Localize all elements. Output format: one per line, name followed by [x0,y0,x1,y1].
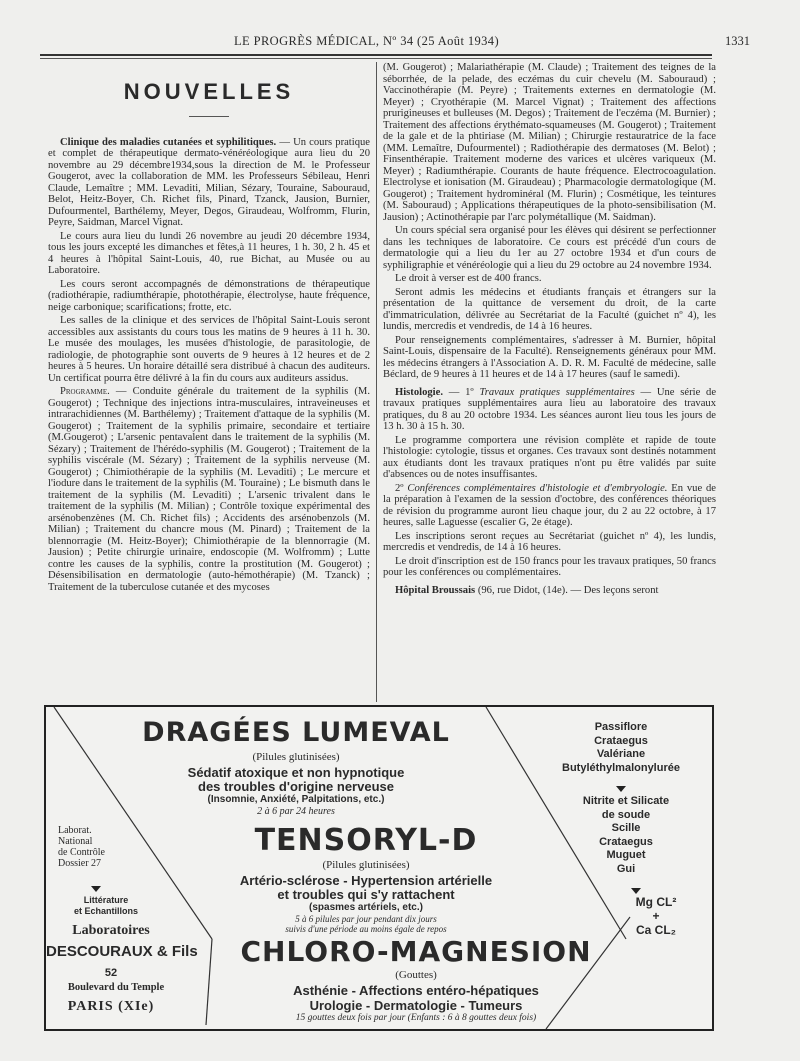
paragraph [383,387,716,433]
litterature-label [46,895,166,917]
column-divider [376,62,377,702]
company-name: DESCOURAUX & Fils [46,943,198,960]
paragraph: Le cours aura lieu du lundi 26 novembre au jeudi 20 décembre 1934, tous les jours excepté les dimanches et fêtes,à 11 heures, 1 h. 30, 2 h. 45 et 4 heures à l'hôpital Saint-Louis, 40, rue Bichat, au Musée ou au Laboratoire. [48,230,370,276]
paragraph: Les salles de la clinique et des services de l'hôpital Saint-Louis seront accessibles aux assistants du cours tous les matins de 9 heures à 11 h. 30. Le musée des moulages, les musées d'histologie, de parasitologie, de radiologie, de photographie sont ouverts de 9 heures à 12 heures et de 2 heures à 5 heures. Un horaire détaillé sera distribué à chacun des auditeurs. Un certificat pourra être délivré à la fin du cours aux auditeurs assidus. [48,315,370,384]
labo-line: Dossier 27 [58,858,102,869]
tensoryl-dosage-2: suivis d'une période au moins égale de repos [285,924,447,934]
ingredient: Crataegus [599,835,653,848]
paragraph: Le droit d'inscription est de 150 francs pour les travaux pratiques, 50 francs pour les conférences ou complémentaires. [383,555,716,578]
dragees-line-1: Sédatif atoxique et non hypnotique [187,765,405,780]
chloro-dosage: 15 gouttes deux fois par jour (Enfants : 6 à 8 gouttes deux fois) [295,1013,537,1023]
right-column [383,62,716,598]
labo-control-label [58,825,128,869]
paragraph: Seront admis les médecins et étudiants français et étrangers sur la présentation de la quittance de versement du droit, de la carte d'immatriculation, délivrée au Secrétariat de la Faculté (guichet nº 4), les lundis, mercredis et vendredis, de 14 à 16 heures. [383,286,716,332]
brand-chloro-magnesion: CHLORO-MAGNESION [240,935,592,968]
ingredients-chloro [616,895,696,937]
paragraph-text: — Un cours pratique et complet de thérapeutique dermato-vénéréologique aura lieu du 20 novembre au 29 décembre1934,sous la direction de M. le Professeur Gougerot, avec la collaboration de MM. les Professeurs Sébileau, Henri Claude, Lemaître ; MM. Levaditi, Milian, Sézary, Touraine, Sabouraud, Belot, Heitz-Boyer, Ch. Richet fils, Pinard, Tzanck, Jausion, Burnier, Dufourmentel, Barthélemy, Meyer, Degos, Giraudeau, Wolfromm, Flurin, Peyre, Saidman, Marcel Vignat. [48,136,370,228]
ingredient: + [652,909,660,923]
paragraph: Les inscriptions seront reçues au Secrétariat (guichet nº 4), les lundis, mercredis et vendredis, de 14 à 16 heures. [383,530,716,553]
labo-line: National [58,836,93,847]
title-rule [189,116,229,117]
dragees-line-3: (Insomnie, Anxiété, Palpitations, etc.) [207,794,385,805]
paragraph [383,483,716,529]
left-column [48,70,370,595]
section-title: NOUVELLES [123,79,295,104]
tensoryl-subtitle: (Pilules glutinisées) [322,859,410,871]
paragraph-text: — Une série de travaux pratiques supplémentaires aura lieu au laboratoire des travaux pratiques, du 8 au 20 octobre 1934. Les séances auront lieu tous les jours de 13 h. 30 à 15 h. 30. [383,386,717,432]
dragees-subtitle: (Pilules glutinisées) [252,751,340,763]
litt-line: et Echantillons [73,906,138,916]
paragraph-heading: Histologie. [395,386,443,398]
ingredient: Passiflore [594,721,648,733]
paragraph-heading: Programme. [60,386,110,397]
ingredient: de soude [601,808,651,821]
advertisement [44,705,714,1031]
paragraph-italic: Travaux pratiques supplémentaires [479,386,635,398]
company-street: Boulevard du Temple [67,982,165,993]
paragraph-lead: 2º [395,482,404,494]
tensoryl-line-2: et troubles qui s'y rattachent [277,887,455,902]
company-number: 52 [104,967,118,979]
paragraph [48,137,370,229]
paragraph-italic: Conférences complémentaires d'histologie et d'embryologie. [407,482,668,494]
ingredient: Valériane [596,748,646,760]
page-number: 1331 [725,34,750,48]
ingredient: Butyléthylmalonylurée [562,761,680,774]
tensoryl-line-3: (spasmes artériels, etc.) [309,902,423,913]
paragraph: Un cours spécial sera organisé pour les élèves qui désirent se perfectionner dans les techniques de laboratoire. Ce cours est précédé d'un cours de dermatologie qui a lieu du 1er au 27 octobre 1934 et d'un cours de syphiligraphie et vénéréologie qui a lieu du 29 octobre au 24 novembre 1934. [383,225,716,271]
paragraph-text: — Conduite générale du traitement de la syphilis (M. Gougerot) ; Technique des injections intra-musculaires, intraveineuses et intrarachidiennes (M. Barthélemy) ; Traitement d'attaque de la syphilis (M. Gougerot) ; Traitement de la syphilis primaire, secondaire et tertiaire (M.Gougerot) ; L'arsenic pentavalent dans le traitement de la syphilis (M. Sézary) ; Traitement de l'hérédo-syphilis (M. Gougerot) ; Traitement de la syphilis viscérale (M. Sézary) ; Traitement de la syphilis nerveuse (M. Gougerot) ; Chimiothérapie de la syphilis (M. Levaditi) ; Le mercure et l'iodure dans le traitement de la syphilis (M. Touraine) ; Le bismuth dans le traitement de la syphilis (M. Levaditi) ; L'arsenic trivalent dans le traitement de la syphilis (M. Milian) ; Contrôle toxique expérimental des arsénobenzènes (M. Ch. Richet fils) ; Accidents des arsénobenzols (M. Milian) ; Traitement du chancre mous (M. Pinard) ; Traitement de la blennorragie (M. Heitz-Boyer); Chimiothérapie de la blennorragie (M. Jausion) ; Petite chirurgie urinaire, endoscopie (M. Wolfromm) ; Lutte contre les causes de la syphilis, contre la prostitution (M. Gougerot) ; Désensibilisation en dermatologie (auto-hémothérapie) (M. Tzanck) ; Traitement de la tuberculose cutanée et des mycoses [48,386,370,593]
paragraph [383,585,716,597]
dragees-dosage: 2 à 6 par 24 heures [257,806,335,817]
page-header [40,30,750,50]
litt-line: Littérature [83,895,129,905]
paragraph-text: En vue de la préparation à l'examen de la session d'octobre, des conférences théoriques de révision du programme auront lieu chaque jour, du 2 au 22 octobre, à 17 heures, salle Laguesse (escalier G, 2e étage). [383,482,716,528]
ingredient: Gui [616,862,636,875]
paragraph: (M. Gougerot) ; Malariathérapie (M. Claude) ; Traitement des teignes de la séborrhée, de la pelade, des eczémas du cuir chevelu (M. Sabouraud) ; Vaccinothérapie (M. Peyre) ; Traitements externes en dermatologie (M. Meyer) ; Cryothérapie (M. Marcel Vignat) ; Traitement des affections prurigineuses et bulleuses (M. Degos) ; Traitement de l'eczéma (M. Burnier) ; Traitement des affections érythémato-squameuses (M. Gougerot) ; Traitement de la gale et de la phtiriase (M. Milian) ; Chirurgie restauratrice de la face (MM. Lemaître, Dufourmentel) ; Radiothérapie des dermatoses (M. Belot) ; Finsenthérapie. Traitement moderne des varices et ulcères variqueux (M. Meyer) ; Radiumthérapie. Courants de haute fréquence. Electrocoagulation. Electrolyse et ionisation (M. Giraudeau) ; Pharmacologie dermatologique (M. Gougerot) ; Traitement hydrominéral (M. Flurin) ; Cosmétique, les teintures (M. Sabouraud) ; Applications thérapeutiques de la photo-sensibilisation (M. Jausion) ; Actinothérapie par l'arc polymétallique (M. Saidman). [383,62,716,223]
paragraph-lead: — 1º [448,386,474,398]
ingredient: Mg CL² [635,895,677,909]
paragraph [48,386,370,593]
ingredient: Scille [611,822,641,834]
ingredient: Crataegus [594,734,648,747]
brand-dragees-lumeval: DRAGÉES LUMEVAL [142,717,450,748]
paragraph: Le droit à verser est de 400 francs. [395,273,542,284]
chloro-subtitle: (Gouttes) [395,969,437,981]
dragees-line-2: des troubles d'origine nerveuse [198,779,394,794]
tensoryl-line-1: Artério-sclérose - Hypertension artérielle [239,873,493,888]
ingredient: Muguet [606,849,646,861]
header-rule [40,54,712,56]
journal-title: LE PROGRÈS MÉDICAL, Nº 34 (25 Août 1934) [234,34,500,48]
paragraph-heading: Hôpital Broussais [395,584,476,596]
brand-tensoryl: TENSORYL-D [254,823,478,858]
ingredients-dragees [546,721,696,775]
paragraph: Les cours seront accompagnés de démonstrations de thérapeutique (radiothérapie, radiumthérapie, photothérapie, électrolyse, haute fréquence, neige carbonique; scarifications; frotte, etc. [48,278,370,313]
ingredient: Nitrite et Silicate [582,795,670,807]
chloro-line-2: Urologie - Dermatologie - Tumeurs [309,998,523,1013]
header-rule-thin [40,58,712,59]
labo-line: de Contrôle [58,847,105,858]
tensoryl-dosage-1: 5 à 6 pilules par jour pendant dix jours [295,914,437,924]
chloro-line-1: Asthénie - Affections entéro-hépatiques [293,983,539,998]
paragraph: Le programme comportera une révision complète et rapide de toute l'histologie: cytologie, tissus et organes. Ces travaux sont destinés notamment aux étudiants dont les travaux pratiques n'ont pu être validés par suite d'absences ou de notes insuffisantes. [383,434,716,480]
ingredients-tensoryl [556,795,696,876]
paragraph-heading: Clinique des maladies cutanées et syphilitiques. [60,136,277,148]
paragraph: Pour renseignements complémentaires, s'adresser à M. Burnier, hôpital Saint-Louis, dispensaire de la Faculté). Renseignements généraux pour MM. les médecins étrangers à l'Association A. D. R. M. Faculté de médecine, salle Béclard, de 9 heures à 11 heures et de 14 à 17 heures (sauf le samedi). [383,334,716,380]
ingredient: Ca CL₂ [635,923,676,937]
labo-line: Laborat. [58,825,92,836]
company-label: Laboratoires [72,923,150,938]
paragraph-text: (96, rue Didot, (14e). — Des leçons seront [477,584,659,596]
company-city: PARIS (XIe) [67,999,155,1014]
